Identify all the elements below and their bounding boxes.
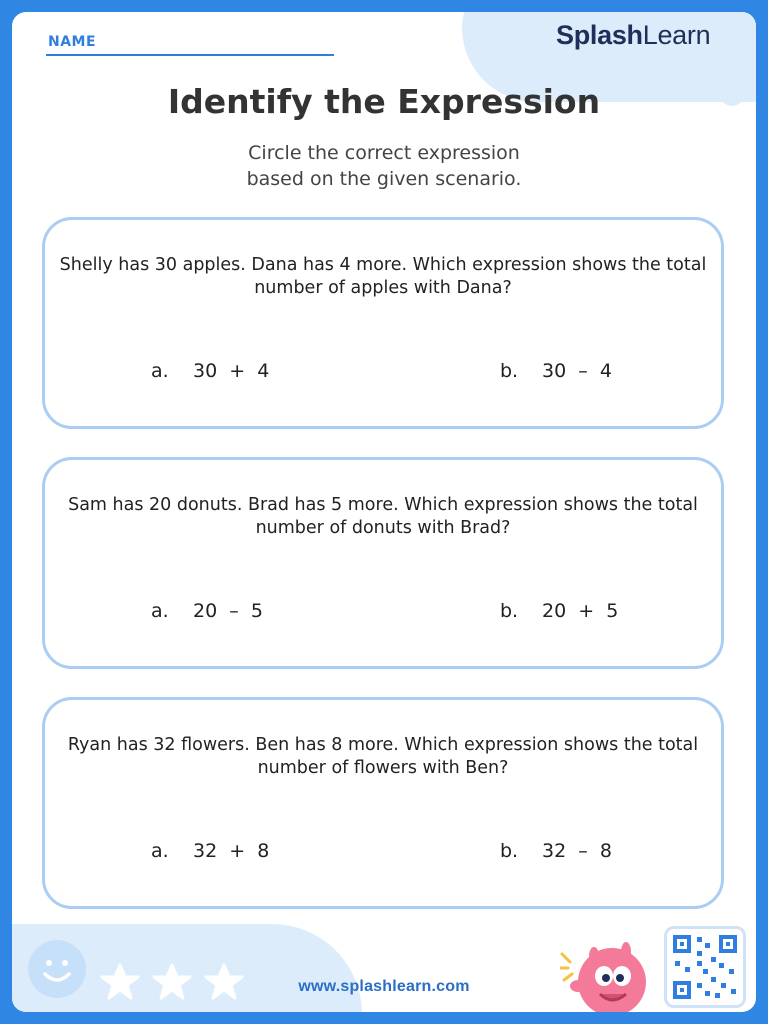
option-letter: b.: [500, 840, 519, 862]
instructions: Circle the correct expression based on the given scenario.: [246, 142, 522, 190]
option-b[interactable]: [500, 360, 612, 382]
footer-website-link[interactable]: www.splashlearn.com: [298, 978, 470, 995]
option-b[interactable]: [500, 840, 612, 862]
logo-text-splash: Splash: [556, 20, 643, 50]
question-card: [42, 697, 724, 909]
option-letter: a.: [151, 840, 169, 862]
option-expression: 30 + 4: [193, 360, 270, 382]
qr-code-graphic: [667, 929, 743, 1005]
name-input-line[interactable]: [46, 54, 334, 56]
name-label: NAME: [48, 34, 97, 50]
option-letter: b.: [500, 360, 519, 382]
option-a[interactable]: [151, 360, 269, 382]
question-text: Ryan has 32 flowers. Ben has 8 more. Which expression shows the total number of flowers with Ben?: [67, 735, 699, 778]
logo-text-learn: Learn: [642, 20, 711, 50]
option-expression: 32 – 8: [542, 840, 612, 862]
option-letter: a.: [151, 360, 169, 382]
question-text: Sam has 20 donuts. Brad has 5 more. Which expression shows the total number of donuts with Brad?: [68, 495, 698, 538]
worksheet-page: [12, 12, 756, 1012]
option-expression: 20 – 5: [193, 600, 263, 622]
option-expression: 32 + 8: [193, 840, 270, 862]
mascot-icon: [560, 932, 656, 1012]
option-letter: a.: [151, 600, 169, 622]
option-b[interactable]: [500, 600, 618, 622]
decorative-bubble: [486, 34, 498, 46]
splashlearn-logo: [556, 20, 710, 51]
option-expression: 20 + 5: [542, 600, 619, 622]
question-card: [42, 457, 724, 669]
option-a[interactable]: [151, 840, 269, 862]
option-letter: b.: [500, 600, 519, 622]
option-expression: 30 – 4: [542, 360, 612, 382]
question-card: [42, 217, 724, 429]
option-a[interactable]: [151, 600, 263, 622]
question-text: Shelly has 30 apples. Dana has 4 more. Which expression shows the total number of apples with Dana?: [59, 255, 707, 298]
qr-code-icon: [664, 926, 746, 1008]
page-title: Identify the Expression: [167, 82, 601, 121]
